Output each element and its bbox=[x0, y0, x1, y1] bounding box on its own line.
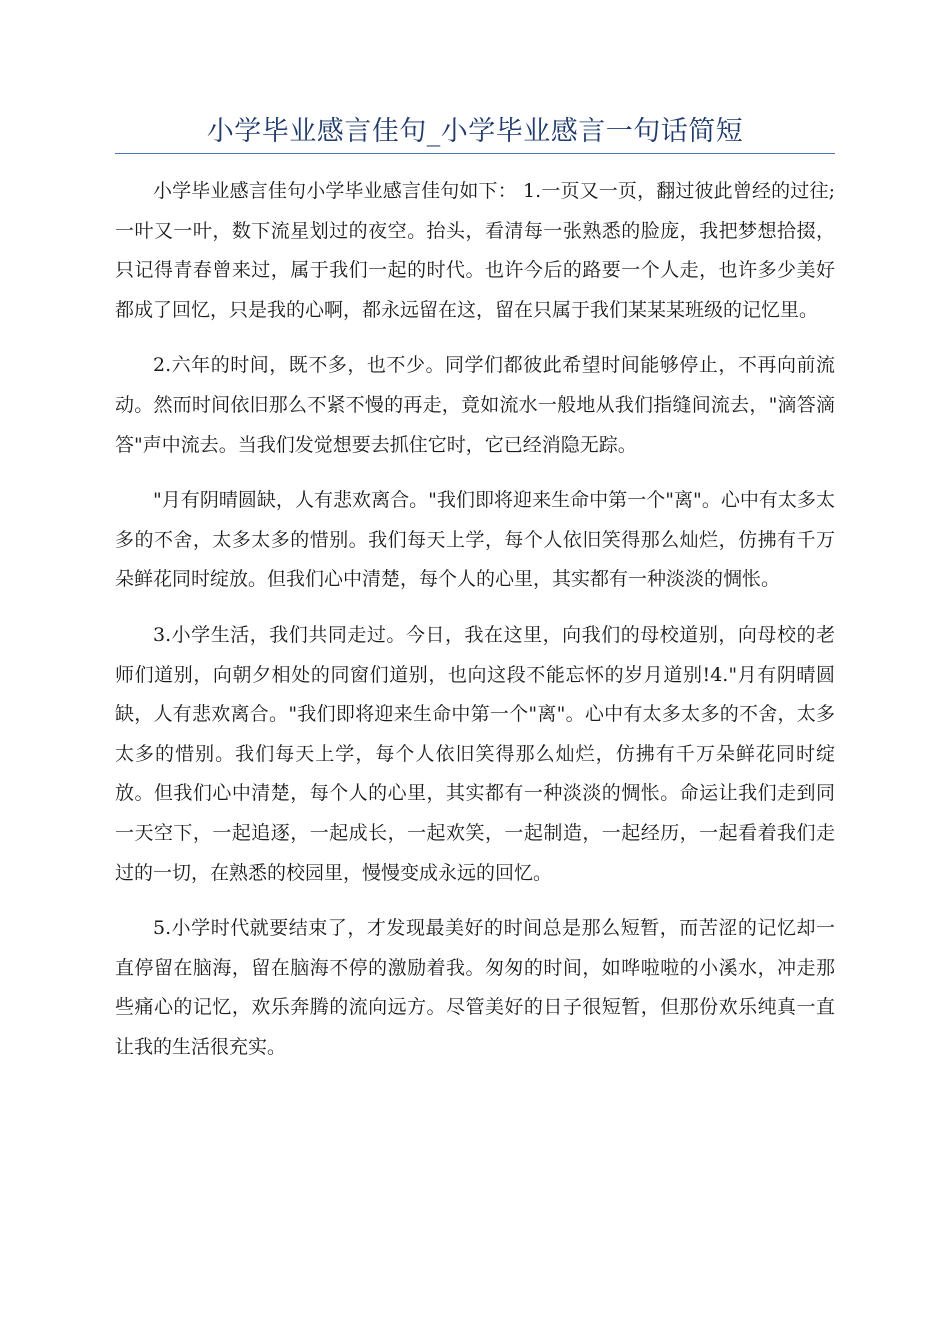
paragraph-2: 2.六年的时间，既不多，也不少。同学们都彼此希望时间能够停止，不再向前流动。然而时间依旧那么不紧不慢的再走，竟如流水一般地从我们指缝间流去，"滴答滴答"声中流去。当我们发觉想要去抓住它时，它已经消隐无踪。 bbox=[115, 354, 835, 456]
paragraph-3: "月有阴晴圆缺，人有悲欢离合。"我们即将迎来生命中第一个"离"。心中有太多太多的不舍，太多太多的惜别。我们每天上学，每个人依旧笑得那么灿烂，仿拂有千万朵鲜花同时绽放。但我们心中清楚，每个人的心里，其实都有一种淡淡的惆怅。 bbox=[115, 489, 835, 591]
paragraph-4: 3.小学生活，我们共同走过。今日，我在这里，向我们的母校道别，向母校的老师们道别，向朝夕相处的同窗们道别，也向这段不能忘怀的岁月道别!4."月有阴晴圆缺，人有悲欢离合。"我们即将迎来生命中第一个"离"。心中有太多太多的不舍，太多太多的惜别。我们每天上学，每个人依旧笑得那么灿烂，仿拂有千万朵鲜花同时绽放。但我们心中清楚，每个人的心里，其实都有一种淡淡的惆怅。命运让我们走到同一天空下，一起追逐，一起成长，一起欢笑，一起制造，一起经历，一起看着我们走过的一切，在熟悉的校园里，慢慢变成永远的回忆。 bbox=[115, 623, 835, 884]
document-title: 小学毕业感言佳句_小学毕业感言一句话简短 bbox=[206, 116, 744, 147]
document-body bbox=[115, 172, 835, 1083]
paragraph-1: 小学毕业感言佳句小学毕业感言佳句如下： 1.一页又一页，翻过彼此曾经的过往;一叶又一叶，数下流星划过的夜空。抬头，看清每一张熟悉的脸庞，我把梦想拾掇，只记得青春曾来过，属于我们一起的时代。也许今后的路要一个人走，也许多少美好都成了回忆，只是我的心啊，都永远留在这，留在只属于我们某某某班级的记忆里。 bbox=[115, 180, 835, 321]
title-underline bbox=[115, 153, 835, 154]
paragraph-5: 5.小学时代就要结束了，才发现最美好的时间总是那么短暂，而苦涩的记忆却一直停留在脑海，留在脑海不停的激励着我。匆匆的时间，如哗啦啦的小溪水，冲走那些痛心的记忆，欢乐奔腾的流向远方。尽管美好的日子很短暂，但那份欢乐纯真一直让我的生活很充实。 bbox=[115, 917, 835, 1058]
